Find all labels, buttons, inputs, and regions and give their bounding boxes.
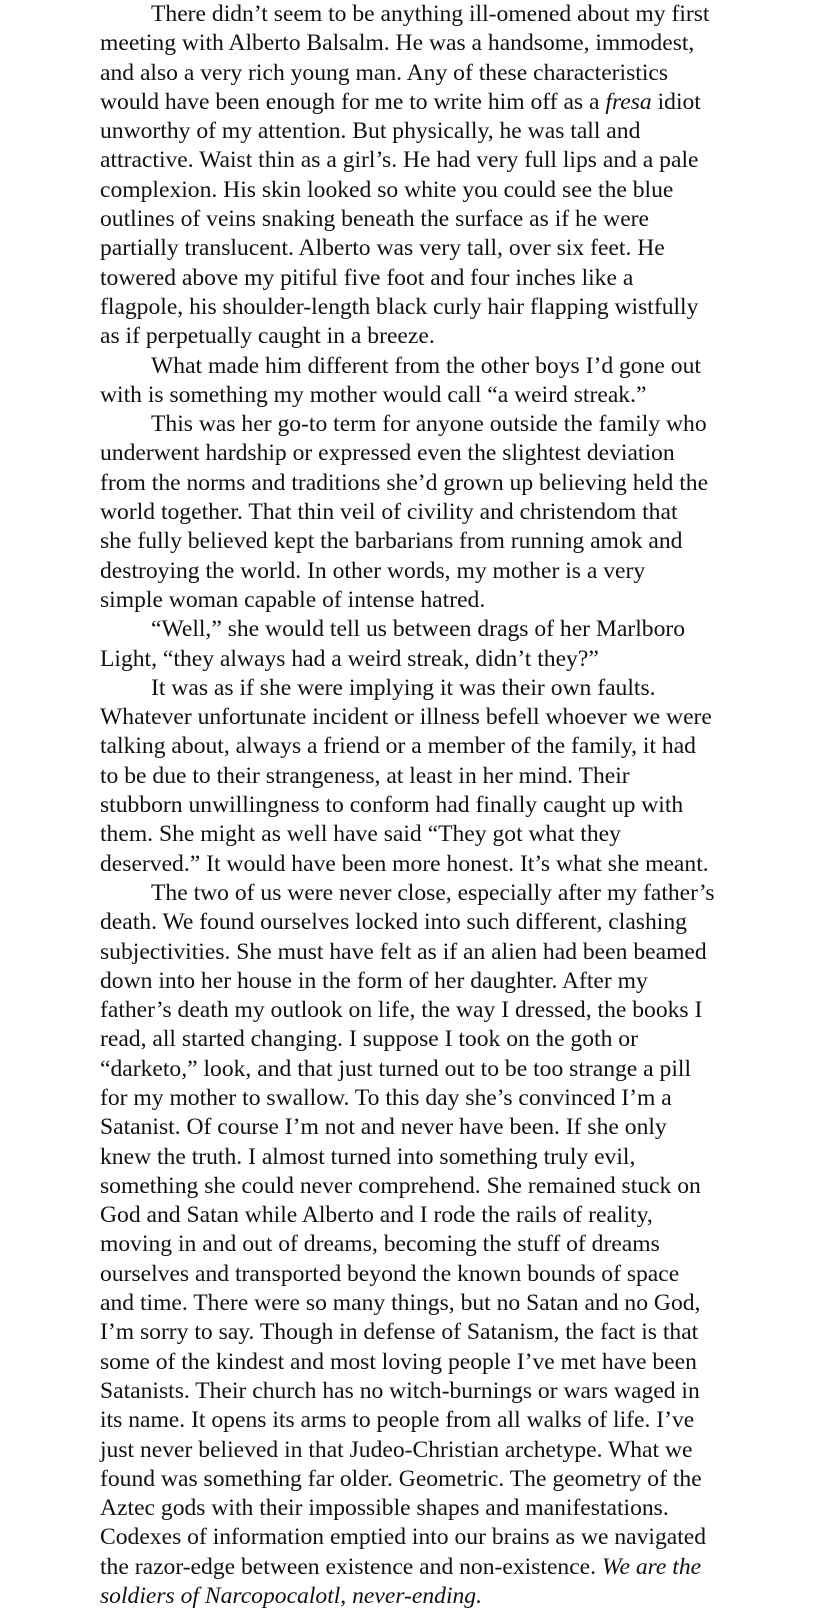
italic-phrase: soldiers of Narcopocalotl, never-ending.	[100, 1583, 482, 1610]
text-line: The two of us were never close, especially after my father’s	[151, 879, 715, 906]
text-line: Whatever unfortunate incident or illness befell whoever we were	[100, 704, 712, 731]
text-line: underwent hardship or expressed even the slightest deviation	[100, 440, 675, 467]
text-line: ourselves and transported beyond the known bounds of space	[100, 1260, 680, 1287]
text-line: subjectivities. She must have felt as if an alien had been beamed	[100, 938, 707, 965]
text-line: talking about, always a friend or a member of the family, it had	[100, 733, 696, 760]
text-line: and also a very rich young man. Any of these characteristics	[100, 59, 669, 86]
text-line: to be due to their strangeness, at least in her mind. Their	[100, 762, 630, 789]
text-line: Aztec gods with their impossible shapes and manifestations.	[100, 1495, 669, 1522]
text-line: just never believed in that Judeo-Christian archetype. What we	[100, 1436, 693, 1463]
text-line: them. She might as well have said “They got what they	[100, 821, 621, 848]
text-line	[100, 88, 760, 117]
text-line: towered above my pitiful five foot and four inches like a	[100, 264, 634, 291]
text-line: simple woman capable of intense hatred.	[100, 586, 486, 613]
text-line: destroying the world. In other words, my mother is a very	[100, 557, 646, 584]
text-line: outlines of veins snaking beneath the surface as if he were	[100, 206, 650, 233]
text-line: God and Satan while Alberto and I rode the rails of reality,	[100, 1202, 653, 1229]
text-run: the razor-edge between existence and non-existence.	[100, 1553, 602, 1580]
text-line: deserved.” It would have been more honest. It’s what she meant.	[100, 850, 709, 877]
text-line: unworthy of my attention. But physically, he was tall and	[100, 118, 641, 145]
text-line: with is something my mother would call “a weird streak.”	[100, 381, 647, 408]
text-line: “darketo,” look, and that just turned out to be too strange a pill	[100, 1055, 692, 1082]
text-line: down into her house in the form of her daughter. After my	[100, 967, 648, 994]
text-run: would have been enough for me to write him off as a	[100, 88, 606, 115]
text-line: she fully believed kept the barbarians from running amok and	[100, 528, 683, 555]
text-line: and time. There were so many things, but no Satan and no God,	[100, 1290, 701, 1317]
text-line: for my mother to swallow. To this day she’s convinced I’m a	[100, 1084, 672, 1111]
text-run: idiot	[651, 88, 701, 115]
text-line: as if perpetually caught in a breeze.	[100, 323, 435, 350]
text-line: attractive. Waist thin as a girl’s. He had very full lips and a pale	[100, 147, 699, 174]
text-line: Satanist. Of course I’m not and never have been. If she only	[100, 1114, 667, 1141]
text-line: Satanists. Their church has no witch-burnings or wars waged in	[100, 1377, 700, 1404]
text-line: meeting with Alberto Balsalm. He was a handsome, immodest,	[100, 30, 695, 57]
text-line: flagpole, his shoulder-length black curly hair flapping wistfully	[100, 293, 699, 320]
text-line: something she could never comprehend. She remained stuck on	[100, 1172, 701, 1199]
text-line: its name. It opens its arms to people from all walks of life. I’ve	[100, 1407, 695, 1434]
text-line: world together. That thin veil of civility and christendom that	[100, 499, 678, 526]
text-line: knew the truth. I almost turned into something truly evil,	[100, 1143, 636, 1170]
text-line: Codexes of information emptied into our brains as we navigated	[100, 1524, 707, 1551]
text-line: some of the kindest and most loving people I’ve met have been	[100, 1348, 697, 1375]
text-line: This was her go-to term for anyone outside the family who	[151, 411, 707, 438]
text-line: death. We found ourselves locked into such different, clashing	[100, 909, 687, 936]
text-line: What made him different from the other boys I’d gone out	[151, 352, 701, 379]
text-line: read, all started changing. I suppose I took on the goth or	[100, 1026, 638, 1053]
text-line: It was as if she were implying it was their own faults.	[151, 674, 656, 701]
text-line: I’m sorry to say. Though in defense of Satanism, the fact is that	[100, 1319, 699, 1346]
document-page	[100, 0, 760, 1611]
text-line	[100, 1553, 760, 1582]
text-line	[100, 1582, 760, 1611]
text-line: Light, “they always had a weird streak, didn’t they?”	[100, 645, 599, 672]
text-line: stubborn unwillingness to conform had finally caught up with	[100, 792, 684, 819]
italic-phrase: We are the	[601, 1553, 702, 1580]
text-line: from the norms and traditions she’d grown up believing held the	[100, 469, 709, 496]
text-line: father’s death my outlook on life, the way I dressed, the books I	[100, 997, 703, 1024]
text-line: There didn’t seem to be anything ill-omened about my first	[151, 1, 710, 27]
italic-word: fresa	[605, 88, 652, 115]
text-line: moving in and out of dreams, becoming the stuff of dreams	[100, 1231, 660, 1258]
text-line: “Well,” she would tell us between drags of her Marlboro	[151, 616, 686, 643]
text-line: complexion. His skin looked so white you could see the blue	[100, 176, 674, 203]
text-line: found was something far older. Geometric. The geometry of the	[100, 1465, 702, 1492]
text-line: partially translucent. Alberto was very tall, over six feet. He	[100, 235, 665, 262]
